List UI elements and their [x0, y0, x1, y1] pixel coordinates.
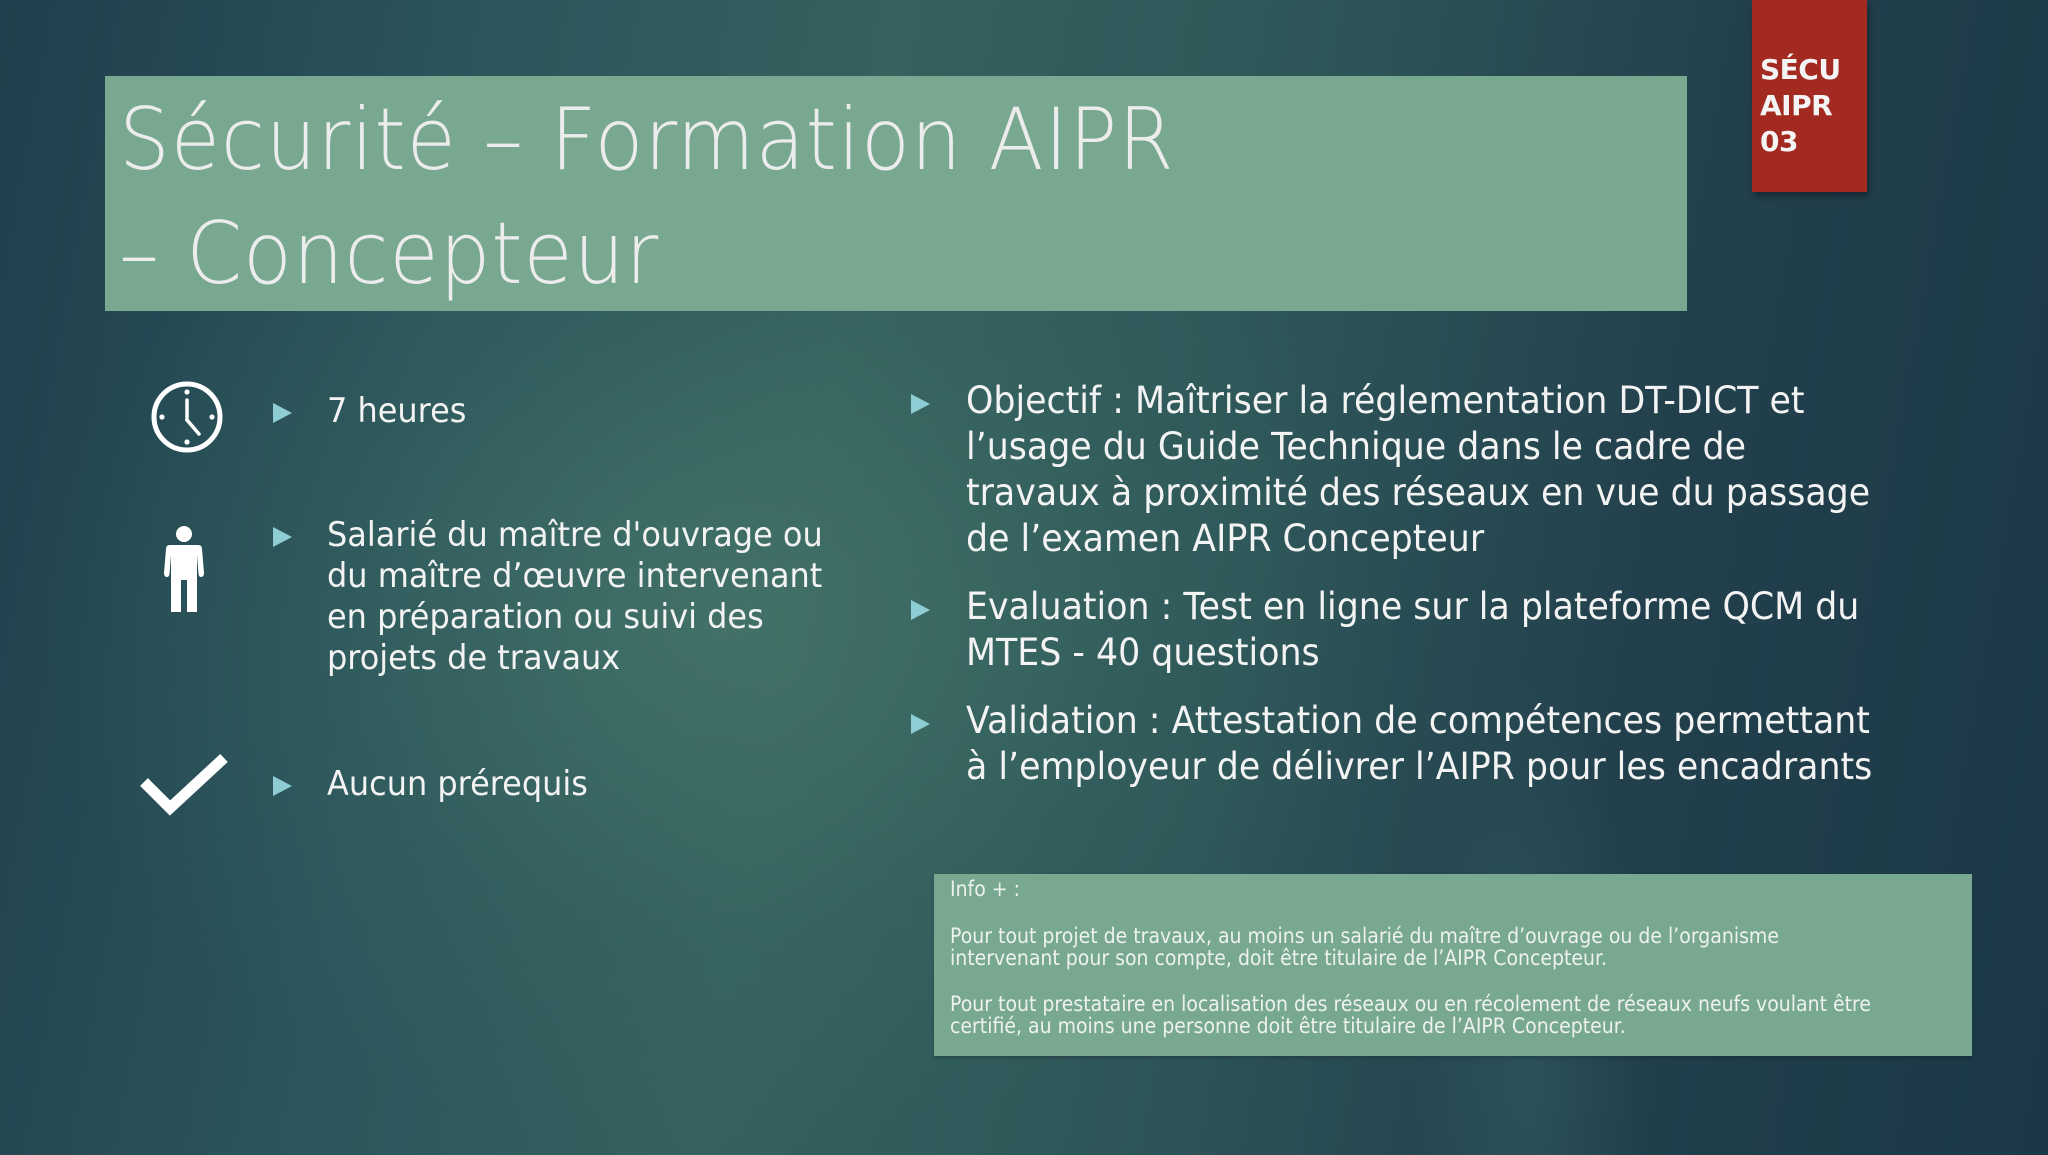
slide-title: Sécurité – Formation AIPR — [119, 90, 1175, 190]
info-box — [934, 874, 1972, 1056]
validation-text: Validation : Attestation de compétences permettant à l’employeur de délivrer l’AIPR pour les encadrants — [966, 699, 1873, 788]
bullet-arrow-icon — [273, 403, 292, 423]
title-box — [105, 76, 1687, 311]
info-heading: Info + : — [950, 877, 1020, 901]
bullet-arrow-icon — [911, 600, 930, 620]
info-paragraph-1-line-1: Pour tout projet de travaux, au moins un salarié du maître d’ouvrage ou de l’organisme — [950, 924, 1779, 948]
bullet-arrow-icon — [911, 394, 930, 414]
info-paragraph-2-line-1: Pour tout prestataire en localisation des réseaux ou en récolement de réseaux neufs voulant être — [950, 992, 1872, 1016]
slide-subtitle: – Concepteur — [119, 204, 660, 304]
prerequisite-text: Aucun prérequis — [327, 764, 588, 804]
badge-line-1: SÉCU — [1760, 53, 1841, 86]
badge-text — [1760, 52, 1867, 160]
evaluation-text: Evaluation : Test en ligne sur la plateforme QCM du MTES - 40 questions — [966, 585, 1860, 674]
clock-icon — [150, 380, 224, 454]
duration-text: 7 heures — [327, 391, 467, 431]
bullet-arrow-icon — [273, 527, 292, 547]
bullet-arrow-icon — [273, 776, 292, 796]
person-icon — [160, 525, 208, 615]
section-badge — [1752, 0, 1867, 192]
audience-text: Salarié du maître d'ouvrage ou du maître d’œuvre intervenant en préparation ou suivi des projets de travaux — [327, 515, 823, 678]
checkmark-icon — [138, 752, 230, 818]
badge-line-2: AIPR 03 — [1760, 89, 1833, 158]
info-paragraph-1-line-2: intervenant pour son compte, doit être titulaire de l’AIPR Concepteur. — [950, 946, 1608, 970]
bullet-arrow-icon — [911, 714, 930, 734]
objective-text: Objectif : Maîtriser la réglementation DT-DICT et l’usage du Guide Technique dans le cadre de travaux à proximité des réseaux en vue du passage de l’examen AIPR Concepteur — [966, 379, 1871, 560]
info-paragraph-2-line-2: certifié, au moins une personne doit être titulaire de l’AIPR Concepteur. — [950, 1014, 1626, 1038]
